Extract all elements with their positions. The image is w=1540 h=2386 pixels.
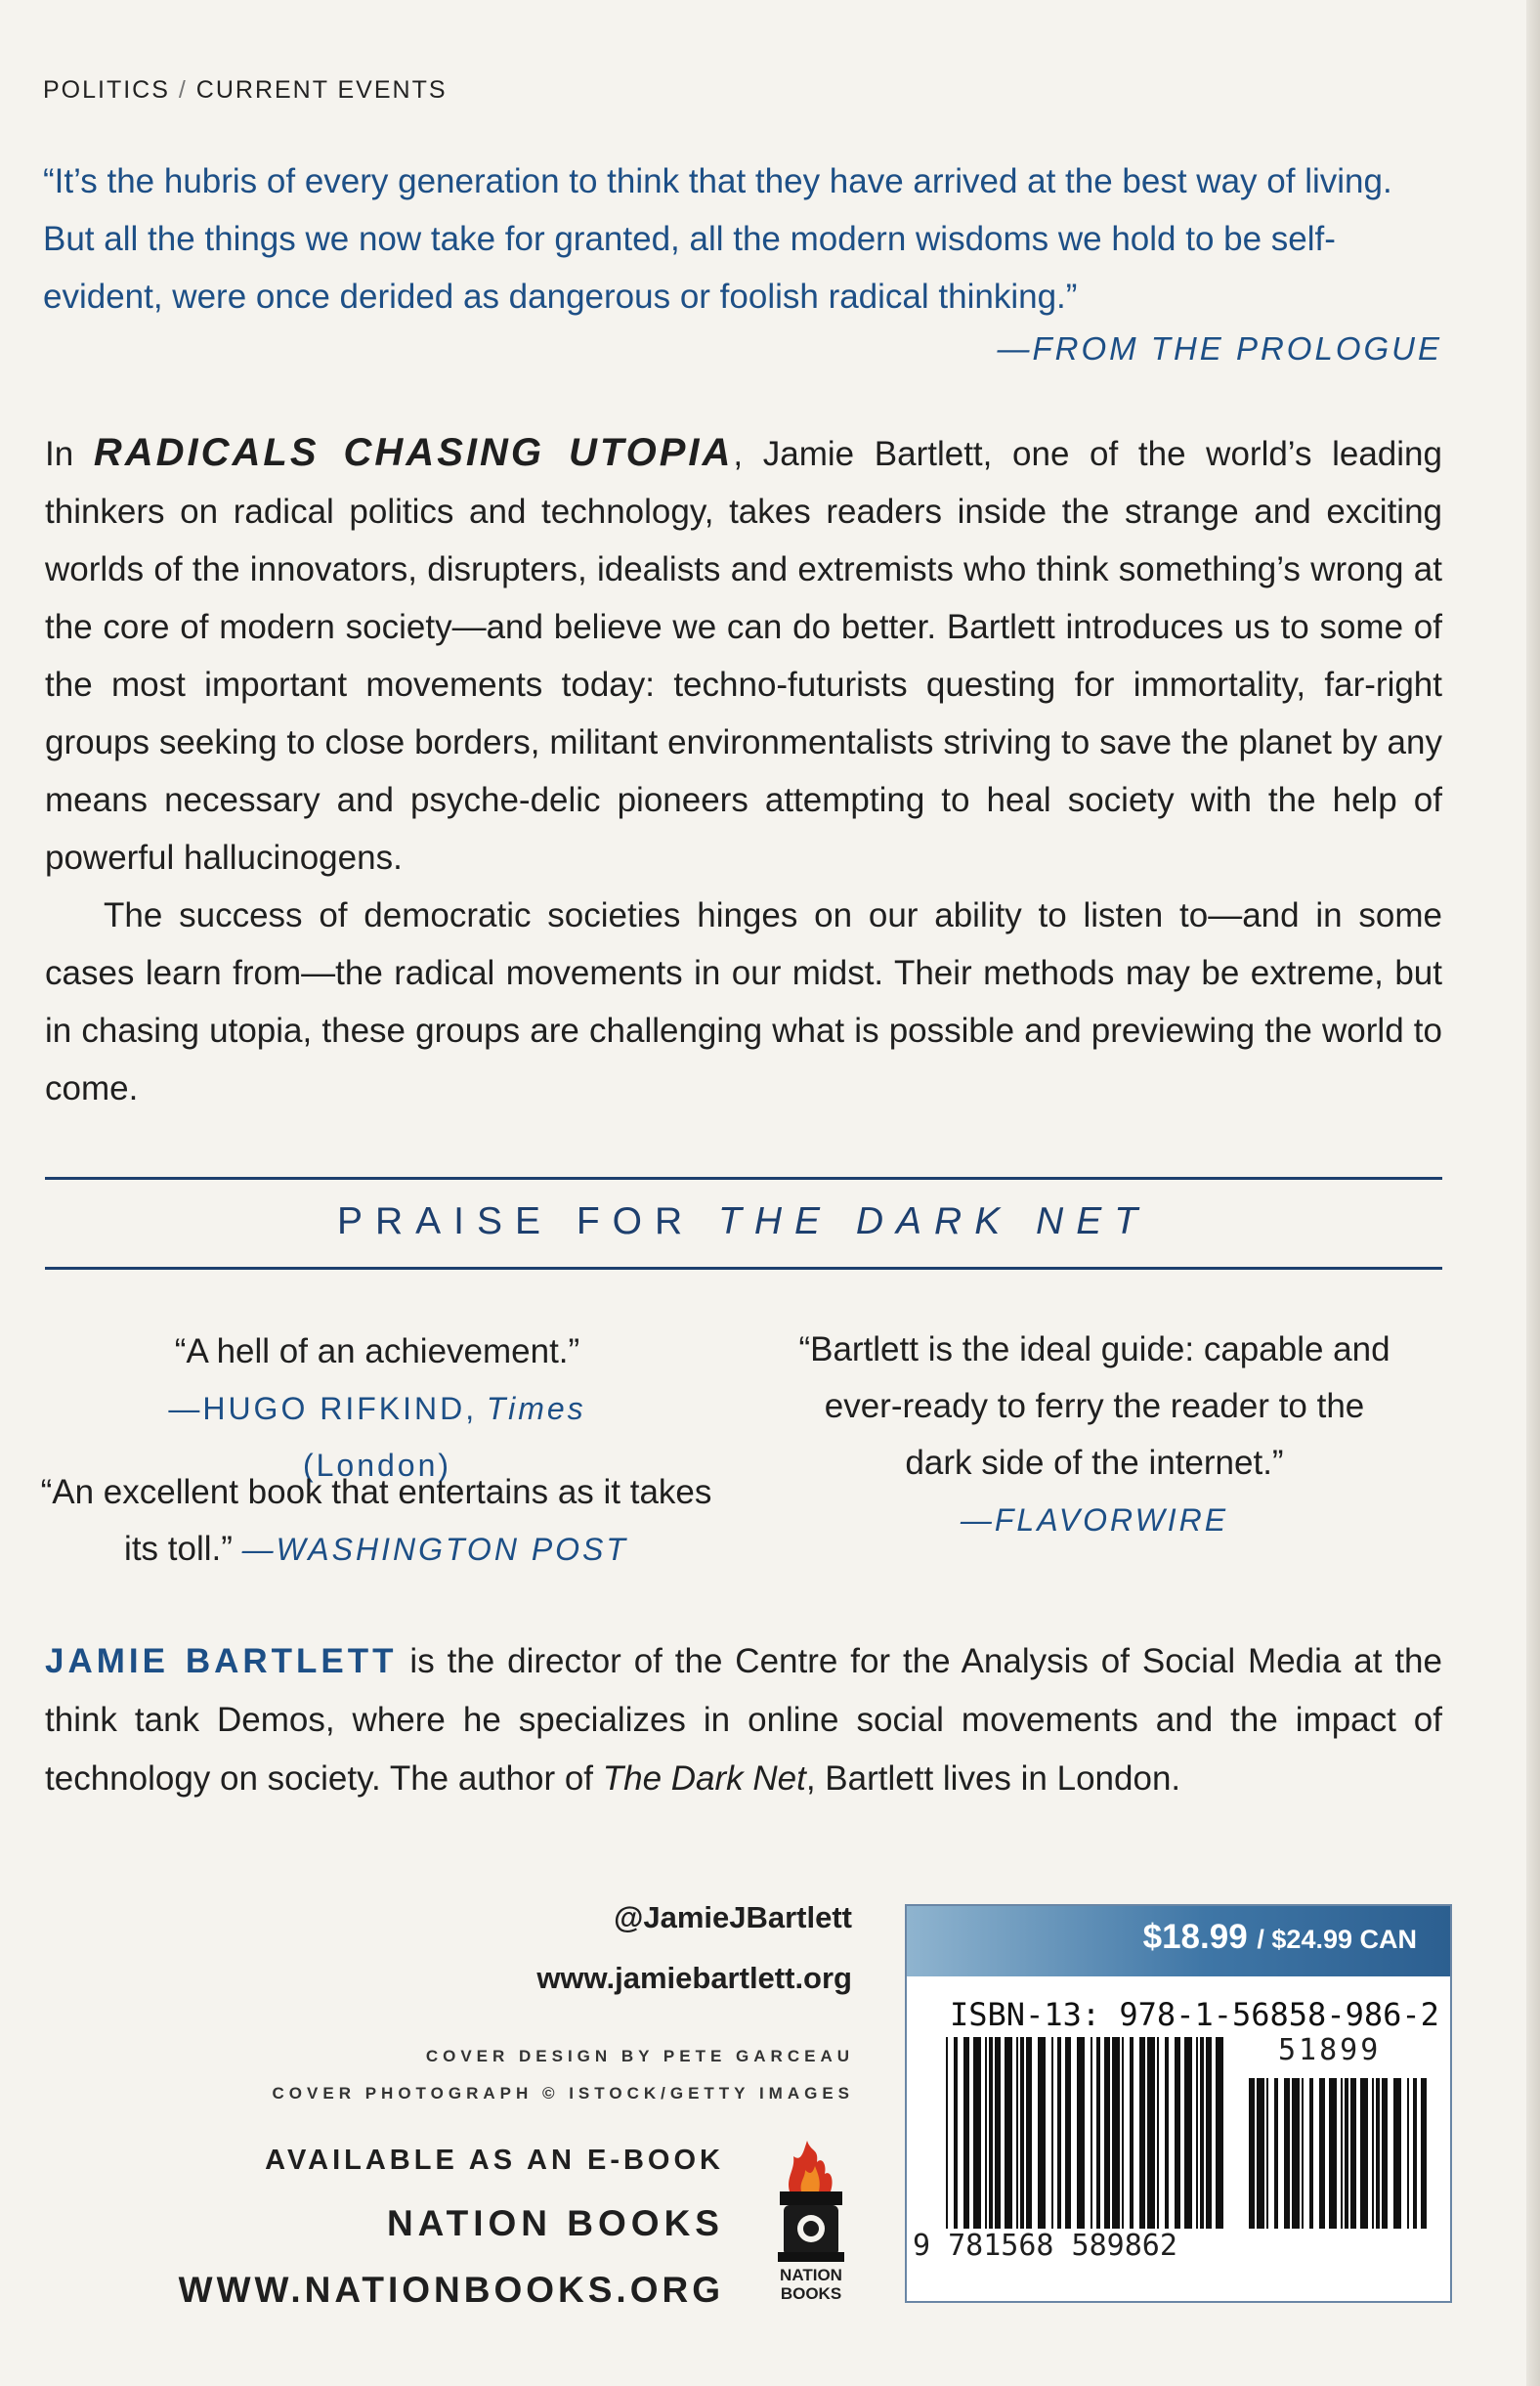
publisher-name: NATION BOOKS bbox=[386, 2203, 724, 2243]
cover-photo-credit: COVER PHOTOGRAPH © ISTOCK/GETTY IMAGES bbox=[272, 2084, 854, 2103]
author-twitter-handle: @JamieJBartlett bbox=[614, 1900, 852, 1934]
author-name: JAMIE BARTLETT bbox=[45, 1642, 398, 1680]
book-description bbox=[45, 424, 1442, 1117]
praise-quote-washington-post: “An excellent book that entertains as it takes its toll.” —WASHINGTON POST bbox=[40, 1473, 712, 1568]
author-bio: JAMIE BARTLETT is the director of the Centre for the Analysis of Social Media at the think tank Demos, where he specializes in online social movements and the impact of technology on society. The author of The Dark Net, Bartlett lives in London. bbox=[45, 1642, 1442, 1798]
cover-edge bbox=[1526, 0, 1540, 2386]
category-label: POLITICS / CURRENT EVENTS bbox=[43, 76, 448, 104]
praise-quote-flavorwire: “Bartlett is the ideal guide: capable and ever-ready to ferry the reader to the dark side of the internet.” —FLAVORWIRE bbox=[798, 1330, 1390, 1538]
prologue-quote: “It’s the hubris of every generation to think that they have arrived at the best way of living. But all the things we now take for granted, all the modern wisdoms we hold to be self-evident, were once derided as dangerous or foolish radical thinking.” bbox=[43, 162, 1392, 316]
barcode-icon bbox=[942, 2035, 1427, 2260]
nation-books-logo-text: NATION BOOKS bbox=[780, 2266, 842, 2303]
praise-heading: PRAISE FOR THE DARK NET bbox=[336, 1200, 1151, 1242]
praise-top-rule bbox=[45, 1177, 1442, 1180]
author-website: www.jamiebartlett.org bbox=[536, 1961, 852, 1995]
praise-bottom-rule bbox=[45, 1267, 1442, 1270]
description-paragraph-2: The success of democratic societies hinges on our ability to listen to—and in some cases learn from—the radical movements in our midst. Their methods may be extreme, but in chasing utopia, these groups are challenging what is possible and previewing the world to come. bbox=[45, 896, 1442, 1107]
ean-number: 9 781568 589862 bbox=[913, 2229, 1177, 2263]
price-label: $18.99 / $24.99 CAN bbox=[1142, 1918, 1417, 1956]
price-band bbox=[907, 1906, 1450, 1976]
praise-quote-rifkind: “A hell of an achievement.” —HUGO RIFKIND, Times (London) bbox=[168, 1332, 586, 1483]
publisher-website: WWW.NATIONBOOKS.ORG bbox=[178, 2270, 724, 2310]
prologue-attribution: —FROM THE PROLOGUE bbox=[997, 330, 1442, 367]
ebook-availability: AVAILABLE AS AN E-BOOK bbox=[265, 2145, 724, 2176]
description-paragraph-1: In RADICALS CHASING UTOPIA, Jamie Bartlett, one of the world’s leading thinkers on radical politics and technology, takes readers inside the strange and exciting worlds of the innovators, disrupters, idealists and extremists who think something’s wrong at the core of modern society—and believe we can do better. Bartlett introduces us to some of the most important movements today: techno-futurists questing for immortality, far-right groups seeking to close borders, militant environmentalists striving to save the planet by any means necessary and psyche-delic pioneers attempting to heal society with the help of powerful hallucinogens. bbox=[45, 431, 1442, 877]
barcode-panel bbox=[905, 1904, 1452, 2303]
cover-design-credit: COVER DESIGN BY PETE GARCEAU bbox=[425, 2047, 854, 2065]
book-title-inline: RADICALS CHASING UTOPIA bbox=[93, 431, 734, 474]
barcode-addon-number: 51899 bbox=[1278, 2033, 1382, 2067]
isbn-number: ISBN-13: 978-1-56858-986-2 bbox=[950, 1996, 1439, 2033]
